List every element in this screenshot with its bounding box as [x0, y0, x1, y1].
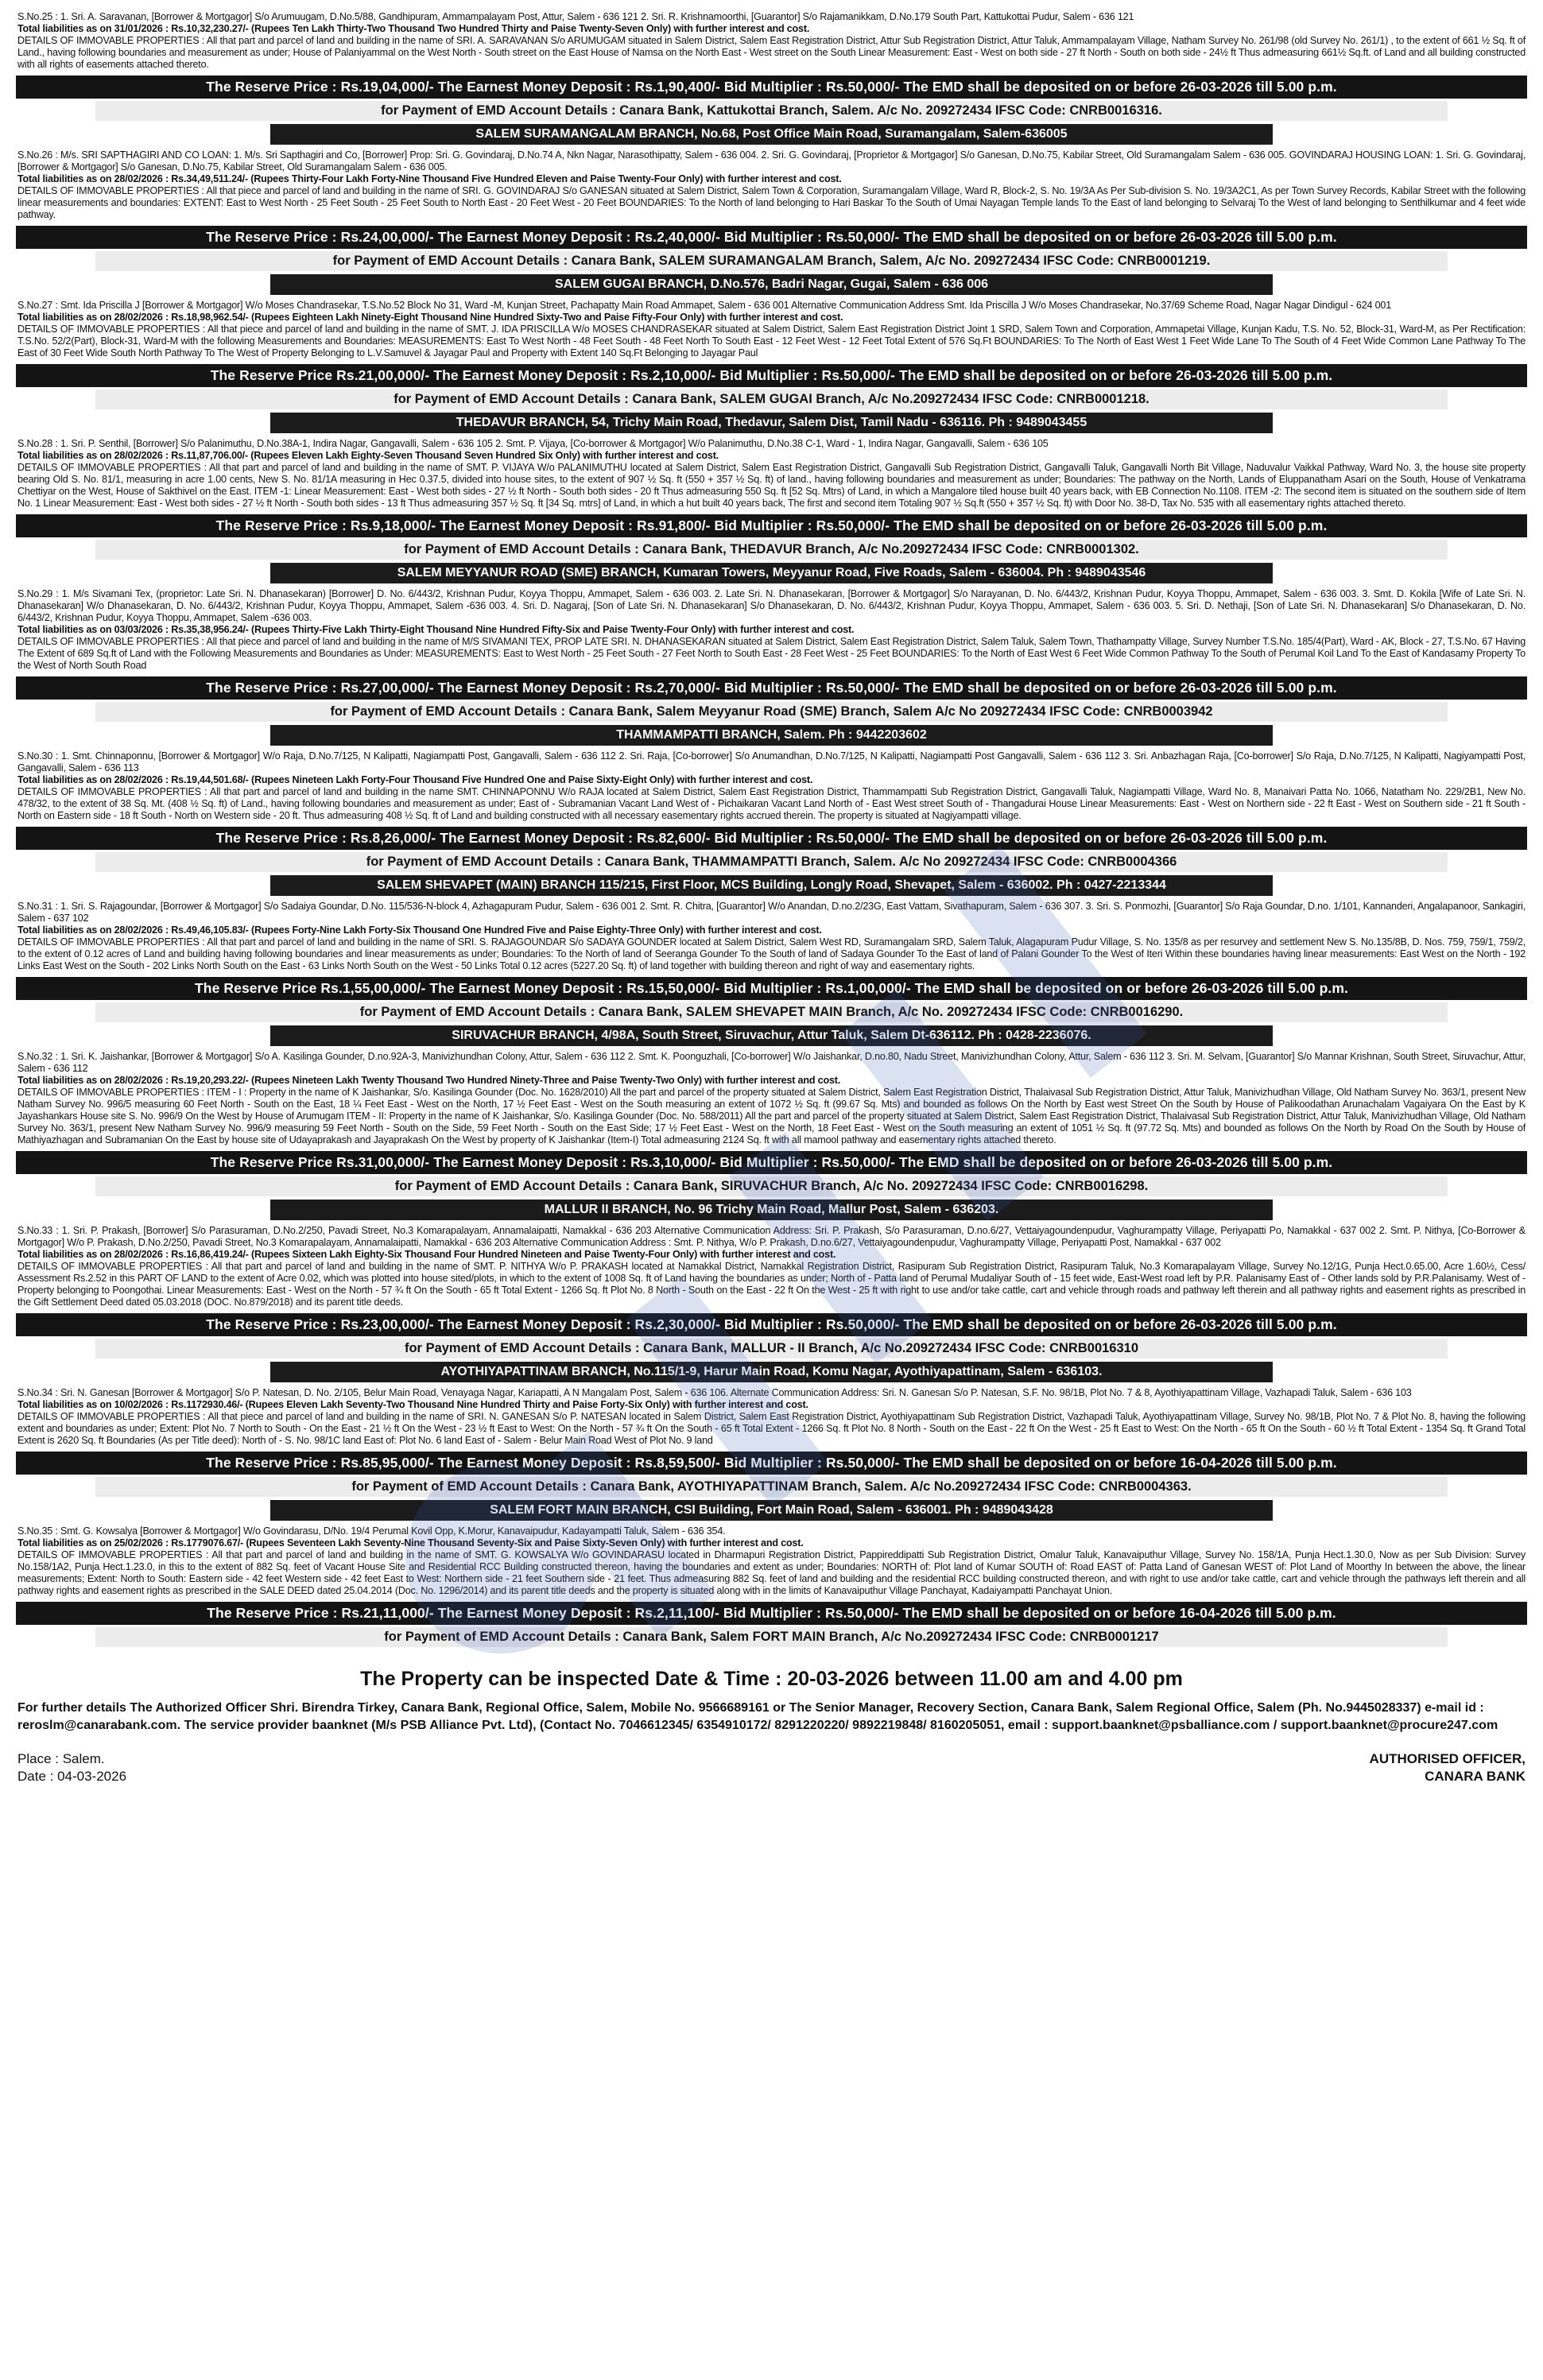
emd-account-bar: for Payment of EMD Account Details : Canara Bank, Salem FORT MAIN Branch, A/c No.209272434 IFSC Code: CNRB0001217: [95, 1627, 1448, 1647]
borrower-details: S.No.27 : Smt. Ida Priscilla J [Borrower & Mortgagor] W/o Moses Chandrasekar, T.S.No.52 Block No 31, Ward -M, Kunjan Street, Pachapatty Main Road Ammapet, Salem - 636 001 Alternative Communication Address Smt. Ida Priscilla J W/o Moses Chandrasekar, No.37/69 Scheme Road, Nagar Nagar Dindigul - 624 001: [17, 300, 1392, 311]
property-entry: [17, 1525, 1526, 1597]
branch-heading: SALEM SHEVAPET (MAIN) BRANCH 115/215, First Floor, MCS Building, Longly Road, Shevapet, Salem - 636002. Ph : 0427-2213344: [270, 875, 1273, 896]
date-label: Date : 04-03-2026: [17, 1769, 127, 1784]
emd-account-bar: for Payment of EMD Account Details : Canara Bank, SIRUVACHUR Branch, A/c No. 209272434 IFSC Code: CNRB0016298.: [95, 1176, 1448, 1196]
total-liabilities: Total liabilities as on 31/01/2026 : Rs.10,32,230.27/- (Rupees Ten Lakh Thirty-Two Thousand Two Hundred Thirty and Paise Twenty-Seven Only) with further interest and cost.: [17, 23, 810, 34]
total-liabilities: Total liabilities as on 28/02/2026 : Rs.19,20,293.22/- (Rupees Nineteen Lakh Twenty Thousand Two Hundred Ninety-Three and Paise Twenty-Two Only) with further interest and cost.: [17, 1075, 841, 1086]
branch-heading: THAMMAMPATTI BRANCH, Salem. Ph : 9442203602: [270, 725, 1273, 746]
property-entry: [17, 1387, 1526, 1447]
property-entry: [17, 750, 1526, 822]
bank-name: CANARA BANK: [1425, 1769, 1526, 1784]
immovable-property-details: DETAILS OF IMMOVABLE PROPERTIES : All that part and parcel of land and building in the name of SRI. S. RAJAGOUNDAR S/o SADAYA GOUNDER located at Salem District, Salem West RD, Suramangalam SRD, Salem Taluk, Alagapuram Pudur Village, S. No. 135/8 as per resurvey and settlement New S. No.135/8B, D. Nos. 759, 759/1, 759/2, to the extent of 0.12 acres of Land and building having following boundaries and linear measurements as under; Boundaries: To the North of land of Seeranga Gounder To the South of land of Sadaya Gounder To the East of land of Palani Gounder To the West of Iteri Within these boundaries having linear measurements: East West on the North - 192 Links East West on the South - 202 Links North South on the East - 63 Links North South on the West - 50 Links Total 0.12 acres (5227.20 Sq. ft) of land together with building thereon and right of way and easementary rights.: [17, 936, 1526, 971]
inspection-notice: The Property can be inspected Date & Time : 20-03-2026 between 11.00 am and 4.00 pm: [360, 1668, 1183, 1690]
emd-account-bar: for Payment of EMD Account Details : Canara Bank, MALLUR - II Branch, A/c No.209272434 IFSC Code: CNRB0016310: [95, 1339, 1448, 1359]
property-entry: [17, 588, 1526, 672]
branch-heading: SALEM SURAMANGALAM BRANCH, No.68, Post Office Main Road, Suramangalam, Salem-636005: [270, 124, 1273, 145]
emd-account-bar: for Payment of EMD Account Details : Canara Bank, Kattukottai Branch, Salem. A/c No. 209272434 IFSC Code: CNRB0016316.: [95, 101, 1448, 121]
immovable-property-details: DETAILS OF IMMOVABLE PROPERTIES : All that part and parcel of land and building in the name of SMT. P. NITHYA W/o P. PRAKASH located at Namakkal District, Namakkal Registration District, Rasipuram Sub Registration District, Rasipuram Taluk, No.3 Komarapalayam Village, Survey No.12/1G, Punja Hect.0.65.00, Acre 1.60½, Cess/ Assessment Rs.2.52 in this PART OF LAND to the extent of Acre 0.02, which was plotted into house sited/plots, in which to the extent of 1008 Sq. ft of Land having the boundaries as under; North of - Patta land of Perumal Mudaliyar South of - 15 feet wide, East-West road left by P.R. Palanisamy East of - Other lands sold by P.R.Palanisamy. West of - Property belonging to Poongothai. Linear Measurements: East - West on the North - 57 ¾ ft On the South - 65 ft Total Extent - 1266 Sq. ft Plot No. 8 North - South on the East - 22 ft On the West - 25 ft with right to use and/or take cattle, cart and vehicle through roads and pathway left therein and all pathway rights and easement rights as prescribed in the Gift Settlement Deed dated 05.03.2018 (DOC. No.879/2018) and its parent title deeds.: [17, 1261, 1526, 1308]
borrower-details: S.No.28 : 1. Sri. P. Senthil, [Borrower] S/o Palanimuthu, D.No.38A-1, Indira Nagar, Gangavalli, Salem - 636 105 2. Smt. P. Vijaya, [Co-borrower & Mortgagor] W/o Palanimuthu, D.No.38 C-1, Ward - 1, Indira Nagar, Gangavalli, Salem - 636 105: [17, 438, 1049, 449]
reserve-price-bar: The Reserve Price : Rs.85,95,000/- The Earnest Money Deposit : Rs.8,59,500/- Bid Multiplier : Rs.50,000/- The EMD shall be deposited on or before 16-04-2026 till 5.00 p.m.: [16, 1452, 1527, 1475]
property-entry: [17, 438, 1526, 510]
property-entry: [17, 1051, 1526, 1146]
emd-account-bar: for Payment of EMD Account Details : Canara Bank, SALEM SHEVAPET MAIN Branch, A/c No. 209272434 IFSC Code: CNRB0016290.: [95, 1002, 1448, 1022]
reserve-price-bar: The Reserve Price : Rs.27,00,000/- The Earnest Money Deposit : Rs.2,70,000/- Bid Multiplier : Rs.50,000/- The EMD shall be deposited on or before 26-03-2026 till 5.00 p.m.: [16, 676, 1527, 700]
immovable-property-details: DETAILS OF IMMOVABLE PROPERTIES : All that piece and parcel of land and building in the name of SMT. J. IDA PRISCILLA W/o MOSES CHANDRASEKAR situated at Salem District, Salem East Registration District Joint 1 SRD, Salem Town and Corporation, Ammapetai Village, Kunjan Kadu, T.S. No. 52, Block-31, Ward-M, as Per Rectification: T.S.No. 52/2(Part), Block-31, Ward-M with the following Measurements and Boundaries: MEASUREMENTS: East To West North - 48 Feet South - 48 Feet North To South East - 12 Feet West - 12 Feet Total Extent of 576 Sq.Ft BOUNDARIES: To The North of East West 1 Feet Wide Lane To The South of 4 Feet Wide Common Lane Pathway To The East of 30 Feet Wide South North Pathway To The West of Property Belonging to L.V.Samuvel & Jayagar Paul and Property with Extent 140 Sq.Ft Belonging to Jayagar Paul: [17, 324, 1526, 359]
immovable-property-details: DETAILS OF IMMOVABLE PROPERTIES : All that piece and parcel of land and building in the name of M/S SIVAMANI TEX, PROP LATE SRI. N. DHANASEKARAN situated at Salem District, Salem East Registration District, Salem Taluk, Salem Town, Thathampatty Village, Survey Number T.S.No. 185/4(Part), Ward - AK, Block - 27, T.S.No. 67 Having The Extent of 689 Sq.ft of Land with the Following Measurements and Boundaries as Under: MEASUREMENTS: East to West North - 25 Feet South - 27 Feet North to South East - 28 Feet West - 25 Feet BOUNDARIES: To the North of East West 6 Feet Wide Common Pathway To the South of Perumal Koil Land To the East of Kandasamy Property To the West of North South Road: [17, 636, 1526, 671]
reserve-price-bar: The Reserve Price Rs.21,00,000/- The Earnest Money Deposit : Rs.2,10,000/- Bid Multiplier : Rs.50,000/- The EMD shall be deposited on or before 26-03-2026 till 5.00 p.m.: [16, 364, 1527, 387]
property-entry: [17, 901, 1526, 972]
reserve-price-bar: The Reserve Price : Rs.9,18,000/- The Earnest Money Deposit : Rs.91,800/- Bid Multiplier : Rs.50,000/- The EMD shall be deposited on or before 26-03-2026 till 5.00 p.m.: [16, 514, 1527, 537]
officer-label: AUTHORISED OFFICER,: [1369, 1751, 1526, 1766]
borrower-details: S.No.26 : M/s. SRI SAPTHAGIRI AND CO LOAN: 1. M/s. Sri Sapthagiri and Co, [Borrower] Prop: Sri. G. Govindaraj, D.No.74 A, Nkn Nagar, Narasothipatty, Salem - 636 004. 2. Sri. G. Govindaraj, [Proprietor & Mortgagor] S/o Ganesan, D.No.75, Kabilar Street, Old Suramangalam Salem - 636 005. GOVINDARAJ HOUSING LOAN: 1. Sri. G. Govindaraj, [Borrower & Mortgagor] S/o Ganesan, D.No.75, Kabilar Street, Old Suramangalam Salem - 636 005.: [17, 149, 1526, 172]
immovable-property-details: DETAILS OF IMMOVABLE PROPERTIES : All that part and parcel of land and building in the name of SMT. G. KOWSALYA W/o GOVINDARASU located in Dharmapuri Registration District, Pappireddipatti Sub Registration District, Omalur Taluk, Kanavaiputhur Village, Survey No. 158/1A, Punja Hect.1.30.0, Now as per Sub Division: Survey No.158/1A2, Punja Hect.1.23.0, in this to the extent of 882 Sq. feet of Vacant House Site and Residential RCC Building constructed thereon, having the boundaries and extent as under; Boundaries: NORTH of: Plot land of Kumar SOUTH of: Road EAST of: Patta Land of Ganesan WEST of: Plot Land of Moorthy In between the above, the linear measurements; Extent: North to South: Eastern side - 42 feet Western side - 42 feet East to West: Northern side - 21 feet Southern side - 21 feet. Thus admeasuring 882 Sq. feet of land and building and the residential RCC building constructed thereon, and with right to use and/or take cattle, cart and vehicle through the pathways left therein and all pathway rights and easement rights as prescribed in the SALE DEED dated 25.04.2014 (Doc. No. 1296/2014) and its parent title deeds and the property is situated along with in the limits of Kanavaiputhur Village Panchayat, Kadaiyampatti Panchayat Union.: [17, 1549, 1526, 1596]
emd-account-bar: for Payment of EMD Account Details : Canara Bank, Salem Meyyanur Road (SME) Branch, Salem A/c No 209272434 IFSC Code: CNRB0003942: [95, 702, 1448, 722]
reserve-price-bar: The Reserve Price Rs.31,00,000/- The Earnest Money Deposit : Rs.3,10,000/- Bid Multiplier : Rs.50,000/- The EMD shall be deposited on or before 26-03-2026 till 5.00 p.m.: [16, 1151, 1527, 1174]
property-entry: [17, 11, 1526, 71]
branch-heading: SALEM MEYYANUR ROAD (SME) BRANCH, Kumaran Towers, Meyyanur Road, Five Roads, Salem - 636004. Ph : 9489043546: [270, 563, 1273, 583]
property-entry: [17, 300, 1526, 359]
total-liabilities: Total liabilities as on 28/02/2026 : Rs.16,86,419.24/- (Rupees Sixteen Lakh Eighty-Six Thousand Four Hundred Nineteen and Paise Twenty-Four Only) with further interest and cost.: [17, 1249, 836, 1260]
borrower-details: S.No.35 : Smt. G. Kowsalya [Borrower & Mortgagor] W/o Govindarasu, D/No. 19/4 Perumal Kovil Opp, K.Morur, Kanavaipudur, Kadayampatti Taluk, Salem - 636 354.: [17, 1525, 726, 1537]
reserve-price-bar: The Reserve Price Rs.1,55,00,000/- The Earnest Money Deposit : Rs.15,50,000/- Bid Multiplier : Rs.1,00,000/- The EMD shall be deposited on or before 26-03-2026 till 5.00 p.m.: [16, 977, 1527, 1000]
reserve-price-bar: The Reserve Price : Rs.23,00,000/- The Earnest Money Deposit : Rs.2,30,000/- Bid Multiplier : Rs.50,000/- The EMD shall be deposited on or before 26-03-2026 till 5.00 p.m.: [16, 1313, 1527, 1336]
signature-block: [17, 1750, 1526, 1785]
immovable-property-details: DETAILS OF IMMOVABLE PROPERTIES : All that part and parcel of land and building in the name of SMT. P. VIJAYA W/o PALANIMUTHU located at Salem District, Salem East Registration District, Gangavalli Sub Registration District, Gangavalli Taluk, Gangavalli North Bit Village, Naduvalur Vaikkal Pathway, Ward No. 3, the house site property bearing Old S. No. 81/1, measuring in acre 1.00 cents, New S. No. 81/1A measuring in Hec 0.37.5, divided into house sites, to the extent of 907 ½ Sq. ft (550 + 357 ½ Sq. ft) of land., having following boundaries and measurement as under; Boundaries: The pathway on the North, Lands of Eluppanatham Asari on the South, House of Venkatrama Chettiyar on the West, House of Sakthivel on the East. ITEM -1: Linear Measurement: East - West both sides - 27 ½ ft North - South both sides - 20 ft Thus admeasuring 550 Sq. ft [52 Sq. Mtrs) of Land, in which a Mangalore tiled house built 40 years back, with EB Connection No.1108. ITEM -2: The second item is situated on the southern side of Item No. 1 Linear Measurement: East - West both sides - 27 ½ ft North - South both sides - 13 ft Thus admeasuring 357 ½ Sq. ft [34 Sq. mtrs] of Land, in which a hut built 40 years back, The first and second item Totaling 907 ½ Sq.ft (550 + 357 ½ Sq. ft) with Door No. 38-D, Tax No. 535 with all easementary rights attached thereto.: [17, 462, 1526, 509]
emd-account-bar: for Payment of EMD Account Details : Canara Bank, THEDAVUR Branch, A/c No.209272434 IFSC Code: CNRB0001302.: [95, 540, 1448, 560]
borrower-details: S.No.32 : 1. Sri. K. Jaishankar, [Borrower & Mortgagor] S/o A. Kasilinga Gounder, D.no.92A-3, Manivizhundhan Colony, Attur, Salem - 636 112 2. Smt. K. Poonguzhali, [Co-borrower] W/o Jaishankar, D.no.80, Nadu Street, Manivizhundhan Colony, Attur, Salem - 636 112 3. Sri. M. Selvam, [Guarantor] S/o Mannar Krishnan, South Street, Siruvachur, Attur, Salem - 636 112: [17, 1051, 1526, 1074]
borrower-details: S.No.30 : 1. Smt. Chinnaponnu, [Borrower & Mortgagor] W/o Raja, D.No.7/125, N Kalipatti, Nagiampatti Post, Gangavalli, Salem - 636 112 2. Sri. Raja, [Co-borrower] S/o Anumandhan, D.No.7/125, N Kalipatti, Nagiampatti Post Gangavalli, Salem - 636 112 3. Sri. Anbazhagan Raja, [Co-borrower] S/o Raja, D.No.7/125, N Kalipatti, Nagiyampatti Post, Gangavalli, Salem - 636 113: [17, 750, 1526, 773]
total-liabilities: Total liabilities as on 28/02/2026 : Rs.49,46,105.83/- (Rupees Forty-Nine Lakh Forty-Six Thousand One Hundred Five and Paise Eighty-Three Only) with further interest and cost.: [17, 924, 822, 936]
branch-heading: AYOTHIYAPATTINAM BRANCH, No.115/1-9, Harur Main Road, Komu Nagar, Ayothiyapattinam, Salem - 636103.: [270, 1362, 1273, 1382]
reserve-price-bar: The Reserve Price : Rs.21,11,000/- The Earnest Money Deposit : Rs.2,11,100/- Bid Multiplier : Rs.50,000/- The EMD shall be deposited on or before 16-04-2026 till 5.00 p.m.: [16, 1602, 1527, 1625]
total-liabilities: Total liabilities as on 28/02/2026 : Rs.34,49,511.24/- (Rupees Thirty-Four Lakh Forty-Nine Thousand Five Hundred Eleven and Paise Twenty-Four Only) with further interest and cost.: [17, 173, 842, 184]
auction-notice-page: [8, 0, 1535, 1785]
immovable-property-details: DETAILS OF IMMOVABLE PROPERTIES : ITEM - I : Property in the name of K Jaishankar, S/o. Kasilinga Gounder (Doc. No. 1628/2010) All the part and parcel of the property situated at Salem District, Salem East Registration District, Thalaivasal Sub Registration District, Attur Taluk, Manivizhudhan Village, Old Natham Survey No. 363/1, present New Natham Survey No. 996/5 measuring 60 Feet North - South on the East, 18 ¼ Feet East - West on the North, 17 ½ Feet East - West on the South measuring an extent of 1072 ½ Sq. ft (99.67 Sq. Mts) and bounded as follows On the North by East west Street On the South by House of Palikoodathan Arunachalam Vagaiyara On the East by K Jayashankars House site S. No. 996/9 On the West by House of Arumugam ITEM - II: Property in the name of K Jaishankar, S/o. Kasilinga Gounder (Doc. No. 588/2011) All the part and parcel of the property situated at Salem District, Salem East Registration District, Thalaivasal Sub Registration District, Attur Taluk, Manivizhudhan Village, Old Natham Survey No. 363/1, present New Natham Survey No. 996/9 measuring 59 Feet North - South on the Side, 59 Feet North - South on the East Side; 17 ½ Feet East - West on the North, 18 Feet East - West on the South measuring an extent of 1051 ½ Sq. ft (97.72 Sq. Mts) and bounded as follows On the North by Road On the South by House of Mathiyazhagan and Subramanian On the East by house site of Udayaprakash and Jayaprakash On the West by property of K Jaishankar (Item-I) Total admeasuring 2124 Sq. ft with all mamool pathway and easementary rights attached thereto.: [17, 1087, 1526, 1145]
reserve-price-bar: The Reserve Price : Rs.19,04,000/- The Earnest Money Deposit : Rs.1,90,400/- Bid Multiplier : Rs.50,000/- The EMD shall be deposited on or before 26-03-2026 till 5.00 p.m.: [16, 76, 1527, 99]
contact-details: For further details The Authorized Officer Shri. Birendra Tirkey, Canara Bank, Regional Office, Salem, Mobile No. 9566689161 or The Senior Manager, Recovery Section, Canara Bank, Salem Regional Office, Salem (Ph. No.9445028337) e-mail id : reroslm@canarabank.com. The service provider baanknet (M/s PSB Alliance Pvt. Ltd), (Contact No. 7046612345/ 6354910172/ 8291220220/ 9892219848/ 8160205051, email : support.baanknet@psballiance.com / support.baanknet@procure247.com: [17, 1701, 1498, 1732]
branch-heading: SALEM FORT MAIN BRANCH, CSI Building, Fort Main Road, Salem - 636001. Ph : 9489043428: [270, 1500, 1273, 1521]
total-liabilities: Total liabilities as on 10/02/2026 : Rs.1172930.46/- (Rupees Eleven Lakh Seventy-Two Thousand Nine Hundred Thirty and Paise Forty-Six Only) with further interest and cost.: [17, 1399, 808, 1410]
immovable-property-details: DETAILS OF IMMOVABLE PROPERTIES : All that part and parcel of land and building in the name SMT. CHINNAPONNU W/o RAJA located at Salem District, Salem East Registration District, Thammampatti Sub Registration District, Gangavalli Taluk, Nagiampatti Village, Ward No. 8, Manaivari Patta No. 1066, Natatham No. 229/2B1, New No. 478/32, to the extent of 38 Sq. Mt. (408 ½ Sq. ft) of Land., having following boundaries and measurement as under; East of - Subramanian Vacant Land West of - Pichaikaran Vacant Land North of - East West street South of - Thangadurai House Linear Measurements: East - West on Northern side - 22 ft East - West on Southern side - 21 ft South - North on Eastern side - 18 ft South - North on Western side - 20 ft. Thus admeasuring 408 ½ Sq. ft of Land and building constructed with all necessary easementary rights accrued therein. The property is situated at Nagiyampatti village.: [17, 786, 1526, 821]
emd-account-bar: for Payment of EMD Account Details : Canara Bank, SALEM SURAMANGALAM Branch, Salem, A/c No. 209272434 IFSC Code: CNRB0001219.: [95, 251, 1448, 271]
total-liabilities: Total liabilities as on 25/02/2026 : Rs.1779076.67/- (Rupees Seventeen Lakh Seventy-Nine Thousand Seventy-Six and Paise Sixty-Seven Only) with further interest and cost.: [17, 1537, 804, 1549]
borrower-details: S.No.33 : 1. Sri. P. Prakash, [Borrower] S/o Parasuraman, D.No.2/250, Pavadi Street, No.3 Komarapalayam, Annamalaipatti, Namakkal - 636 203 Alternative Communication Address: Sri. P. Prakash, S/o Parasuraman, D.no.6/27, Vettaiyagoundenpudur, Vaghurampatty Village, Periyapatti Po, Namakkal - 637 002 2. Smt. P. Nithya, [Co-Borrower & Mortgagor] W/o P. Prakash, D.No.2/250, Pavadi Street, No.3 Komarapalayam, Annamalaipatti, Namakkal - 636 203 Alternative Communication Address : Smt. P. Nithya, W/o P. Prakash, D.no.6/27, Vettaiyagoundenpudur, Vaghurampatty Village, Periyapatti Post, Namakkal - 637 002: [17, 1225, 1526, 1248]
total-liabilities: Total liabilities as on 28/02/2026 : Rs.19,44,501.68/- (Rupees Nineteen Lakh Forty-Four Thousand Five Hundred One and Paise Sixty-Eight Only) with further interest and cost.: [17, 774, 813, 785]
immovable-property-details: DETAILS OF IMMOVABLE PROPERTIES : All that part and parcel of land and building in the name of SRI. A. SARAVANAN S/o ARUMUGAM situated in Salem District, Salem East Registration District, Attur Sub Registration District, Attur Taluk, Ammampalayam Village, Natham Survey No. 261/98 (old Survey No. 261/1) , to the extent of 661 ½ Sq. ft of Land., having following boundaries and measurement as under; House of Palaniyammal on the West North - South street on the East House of Namsa on the North East - West street on the South Linear Measurement: East - West on both side - 27 ft North - South on both side - 24½ ft Thus admeasuring 661½ Sq.ft. of Land and all building constructed with all rights of easements attached thereto.: [17, 35, 1526, 70]
borrower-details: S.No.25 : 1. Sri. A. Saravanan, [Borrower & Mortgagor] S/o Arumuugam, D.No.5/88, Gandhipuram, Ammampalayam Post, Attur, Salem - 636 121 2. Sri. R. Krishnamoorthi, [Guarantor] S/o Rajamanikkam, D.No.179 South Part, Kattukottai Pudur, Salem - 636 121: [17, 11, 1134, 22]
property-entries: [8, 11, 1535, 1647]
place-label: Place : Salem.: [17, 1751, 105, 1766]
immovable-property-details: DETAILS OF IMMOVABLE PROPERTIES : All that piece and parcel of land and building in the name of SRI. N. GANESAN S/o P. NATESAN located in Salem District, Salem East Registration District, Ayothiyapattinam Sub Registration District, Vazhapadi Taluk, Ayothiyapattinam Village, Survey No. 98/1B, Plot No. 7 & Plot No. 8, having the following extent and boundaries as under; Extent: Plot No. 7 North to South - On the East - 21 ½ ft On the West - 23 ½ ft East to West: On the North - 57 ¾ ft On the South - 65 ft Total Extent - 1266 Sq. ft Plot No. 8 North - South on the East - 22 ft On the West - 25 ft East to West: On the North - 65 ft On the South - 60 ½ ft Total Extent - 1354 Sq. ft Grand Total Extent is 2620 Sq. ft Boundaries (As per Title deed): North of - S. No. 98/1C land East of: Plot No. 6 land East of - Salem - Belur Main Road West of Plot No. 9 land: [17, 1411, 1526, 1446]
authorised-officer: [1370, 1750, 1526, 1785]
borrower-details: S.No.34 : Sri. N. Ganesan [Borrower & Mortgagor] S/o P. Natesan, D. No. 2/105, Belur Main Road, Venayaga Nagar, Kariapatti, A N Mangalam Post, Salem - 636 106. Alternate Communication Address: Sri. N. Ganesan S/o P. Natesan, S.F. No. 98/1B, Plot No. 7 & 8, Ayothiyapattinam Village, Vazhapadi Taluk, Salem - 636 103: [17, 1387, 1412, 1398]
place-date: [17, 1750, 126, 1785]
reserve-price-bar: The Reserve Price : Rs.24,00,000/- The Earnest Money Deposit : Rs.2,40,000/- Bid Multiplier : Rs.50,000/- The EMD shall be deposited on or before 26-03-2026 till 5.00 p.m.: [16, 226, 1527, 249]
emd-account-bar: for Payment of EMD Account Details : Canara Bank, THAMMAMPATTI Branch, Salem. A/c No 209272434 IFSC Code: CNRB0004366: [95, 852, 1448, 872]
branch-heading: MALLUR II BRANCH, No. 96 Trichy Main Road, Mallur Post, Salem - 636203.: [270, 1200, 1273, 1220]
total-liabilities: Total liabilities as on 28/02/2026 : Rs.18,98,962.54/- (Rupees Eighteen Lakh Ninety-Eight Thousand Nine Hundred Sixty-Two and Paise Fifty-Four Only) with further interest and cost.: [17, 312, 843, 323]
borrower-details: S.No.29 : 1. M/s Sivamani Tex, (proprietor: Late Sri. N. Dhanasekaran) [Borrower] D. No. 6/443/2, Krishnan Pudur, Koyya Thoppu, Ammapet, Salem - 636 003. 2. Late Sri. N. Dhanasekaran, [Borrower & Mortgagor] S/o Narayanan, D. No. 6/443/2, Krishnan Pudur, Koyya Thoppu, Ammapet, Salem - 636 003. 3. Smt. D. Kokila [Wife of Late Sri. N. Dhanasekaran] W/o Dhanasekaran, D. No. 6/443/2, Krishnan Pudur, Koyya Thoppu, Ammapet, Salem -636 003. 4. Sri. D. Nagaraj, [Son of Late Sri. N. Dhanasekaran] S/o Dhanasekaran, D. No. 6/443/2, Krishnan Pudur, Koyya Thoppu, Ammapet, Salem - 636 003. 5. Sri. D. Nethaji, [Son of Late Sri. N. Dhanasekaran] S/o Dhanasekaran, D. No. 6/443/2, Krishnan Pudur, Koyya Thoppu, Ammapet, Salem -636 003.: [17, 588, 1526, 623]
branch-heading: SIRUVACHUR BRANCH, 4/98A, South Street, Siruvachur, Attur Taluk, Salem Dt-636112. Ph : 0428-2236076.: [270, 1025, 1273, 1046]
borrower-details: S.No.31 : 1. Sri. S. Rajagoundar, [Borrower & Mortgagor] S/o Sadaiya Goundar, D.No. 115/536-N-block 4, Azhagapuram Pudur, Salem - 636 001 2. Smt. R. Chitra, [Guarantor] W/o Anandan, D.no.2/23G, East Vattam, Sivathapuram, Salem - 636 307. 3. Sri. S. Ponmozhi, [Guarantor] S/o Raja Goundar, D.no. 1/101, Kannanderi, Angalapanoor, Sankagiri, Salem - 637 102: [17, 901, 1526, 924]
total-liabilities: Total liabilities as on 03/03/2026 : Rs.35,38,956.24/- (Rupees Thirty-Five Lakh Thirty-Eight Thousand Nine Hundred Fifty-Six and Paise Twenty-Four Only) with further interest and cost.: [17, 624, 855, 635]
emd-account-bar: for Payment of EMD Account Details : Canara Bank, SALEM GUGAI Branch, A/c No.209272434 IFSC Code: CNRB0001218.: [95, 390, 1448, 409]
branch-heading: SALEM GUGAI BRANCH, D.No.576, Badri Nagar, Gugai, Salem - 636 006: [270, 274, 1273, 295]
emd-account-bar: for Payment of EMD Account Details : Canara Bank, AYOTHIYAPATTINAM Branch, Salem. A/c No.209272434 IFSC Code: CNRB0004363.: [95, 1477, 1448, 1497]
total-liabilities: Total liabilities as on 28/02/2026 : Rs.11,87,706.00/- (Rupees Eleven Lakh Eighty-Seven Thousand Seven Hundred Six Only) with further interest and cost.: [17, 450, 719, 461]
immovable-property-details: DETAILS OF IMMOVABLE PROPERTIES : All that piece and parcel of land and building in the name of SRI. G. GOVINDARAJ S/o GANESAN situated at Salem District, Salem Town & Corporation, Suramangalam Village, Ward R, Block-2, S. No. 19/3A As Per Sub-division S. No. 19/3A2C1, As per Town Survey Records, Kabilar Street with the following linear measurements and boundaries: EXTENT: East to West North - 25 Feet South - 25 Feet South to North East - 20 Feet West - 20 Feet BOUNDARIES: To the North of land belonging to Hari Baskar To the South of Umai Nayagan Temple lands To the East of land belonging to Selvaraj To the West of land belonging to Senthilkumar and 4 feet wide pathway.: [17, 185, 1526, 220]
branch-heading: THEDAVUR BRANCH, 54, Trichy Main Road, Thedavur, Salem Dist, Tamil Nadu - 636116. Ph : 9489043455: [270, 413, 1273, 433]
property-entry: [17, 149, 1526, 221]
reserve-price-bar: The Reserve Price : Rs.8,26,000/- The Earnest Money Deposit : Rs.82,600/- Bid Multiplier : Rs.50,000/- The EMD shall be deposited on or before 26-03-2026 till 5.00 p.m.: [16, 827, 1527, 850]
property-entry: [17, 1225, 1526, 1308]
